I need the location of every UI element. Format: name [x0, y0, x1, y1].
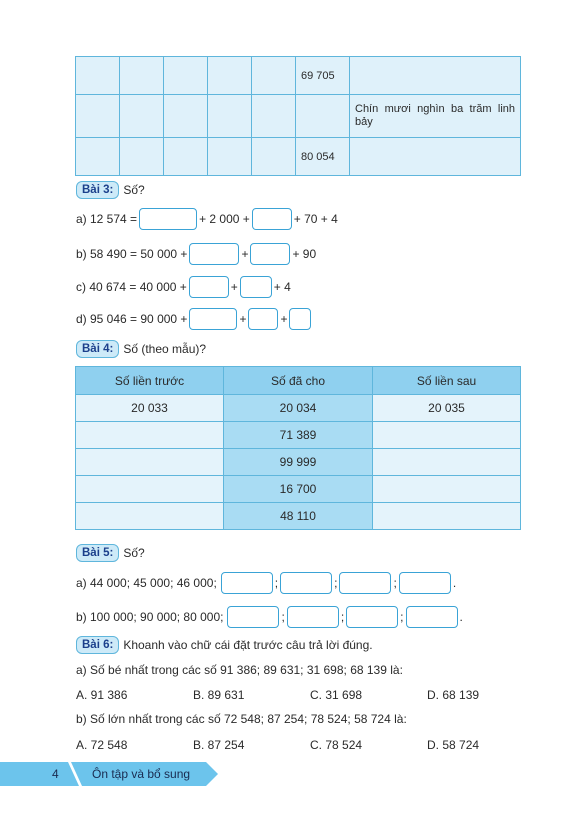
- equation-part: +: [280, 312, 288, 326]
- blank-cell[interactable]: [208, 138, 252, 176]
- column-header: Số liền sau: [373, 367, 521, 395]
- equation-lhs: b) 58 490 = 50 000 +: [76, 247, 188, 261]
- blank-cell[interactable]: [208, 95, 252, 138]
- exercise-3d: [76, 308, 313, 330]
- sequence-start: a) 44 000; 45 000; 46 000;: [76, 576, 217, 590]
- table-row: [76, 95, 521, 138]
- blank-cell[interactable]: [164, 57, 208, 95]
- exercise-5b: [76, 606, 463, 628]
- number-writing-table: [75, 56, 521, 176]
- exercise-5-heading: [76, 544, 145, 562]
- words-cell: Chín mươi nghìn ba trăm linh bảy: [350, 95, 521, 138]
- answer-box[interactable]: [250, 243, 290, 265]
- blank-cell[interactable]: [120, 138, 164, 176]
- table-cell: 20 034: [224, 395, 373, 422]
- table-row: [76, 57, 521, 95]
- exercise-3c: [76, 276, 291, 298]
- blank-cell[interactable]: [208, 57, 252, 95]
- exercise-3a: [76, 208, 338, 230]
- blank-cell[interactable]: [252, 138, 296, 176]
- table-cell[interactable]: [76, 503, 224, 530]
- blank-cell[interactable]: [76, 138, 120, 176]
- choice-a[interactable]: A. 72 548: [76, 738, 128, 752]
- blank-cell[interactable]: [120, 95, 164, 138]
- equation-lhs: a) 12 574 =: [76, 212, 138, 226]
- answer-box[interactable]: [221, 572, 273, 594]
- exercise-6b-choices: [76, 738, 544, 752]
- chapter-title: Ôn tập và bổ sung: [92, 767, 191, 781]
- answer-box[interactable]: [346, 606, 398, 628]
- equation-part: + 90: [292, 247, 317, 261]
- equation-lhs: d) 95 046 = 90 000 +: [76, 312, 188, 326]
- blank-cell[interactable]: [76, 95, 120, 138]
- column-header: Số liền trước: [76, 367, 224, 395]
- blank-cell[interactable]: [76, 57, 120, 95]
- exercise-6-prompt: Khoanh vào chữ cái đặt trước câu trả lời đúng.: [123, 638, 373, 652]
- answer-box[interactable]: [189, 276, 229, 298]
- answer-box[interactable]: [240, 276, 272, 298]
- exercise-6b-question: b) Số lớn nhất trong các số 72 548; 87 254; 78 524; 58 724 là:: [76, 712, 407, 726]
- page-footer: [0, 762, 230, 786]
- table-header-row: [76, 367, 521, 395]
- table-cell[interactable]: [373, 422, 521, 449]
- table-cell[interactable]: [373, 503, 521, 530]
- blank-cell[interactable]: [252, 95, 296, 138]
- table-cell: 99 999: [224, 449, 373, 476]
- separator: ;: [400, 610, 404, 624]
- answer-box[interactable]: [252, 208, 292, 230]
- equation-part: + 70 + 4: [293, 212, 338, 226]
- words-cell[interactable]: [350, 138, 521, 176]
- exercise-6a-choices: [76, 688, 544, 702]
- exercise-6-heading: [76, 636, 373, 654]
- equation-part: + 4: [273, 280, 291, 294]
- answer-box[interactable]: [289, 308, 311, 330]
- choice-c[interactable]: C. 78 524: [310, 738, 363, 752]
- answer-box[interactable]: [399, 572, 451, 594]
- equation-lhs: c) 40 674 = 40 000 +: [76, 280, 187, 294]
- table-row: [76, 476, 521, 503]
- answer-box[interactable]: [139, 208, 197, 230]
- answer-box[interactable]: [287, 606, 339, 628]
- exercise-3-tag: Bài 3:: [76, 181, 119, 199]
- choice-d[interactable]: D. 68 139: [427, 688, 480, 702]
- exercise-5-prompt: Số?: [123, 546, 145, 560]
- answer-box[interactable]: [280, 572, 332, 594]
- exercise-4-tag: Bài 4:: [76, 340, 119, 358]
- exercise-5a: [76, 572, 456, 594]
- blank-cell[interactable]: [252, 57, 296, 95]
- number-cell: 69 705: [296, 57, 350, 95]
- separator: ;: [340, 610, 345, 624]
- choice-b[interactable]: B. 87 254: [193, 738, 245, 752]
- table-cell: 20 033: [76, 395, 224, 422]
- choice-a[interactable]: A. 91 386: [76, 688, 128, 702]
- choice-d[interactable]: D. 58 724: [427, 738, 480, 752]
- exercise-3-heading: [76, 181, 145, 199]
- number-cell: 80 054: [296, 138, 350, 176]
- separator: ;: [334, 576, 338, 590]
- table-cell: 16 700: [224, 476, 373, 503]
- answer-box[interactable]: [227, 606, 279, 628]
- table-cell: 48 110: [224, 503, 373, 530]
- equation-part: +: [230, 280, 238, 294]
- number-cell[interactable]: [296, 95, 350, 138]
- answer-box[interactable]: [248, 308, 278, 330]
- choice-c[interactable]: C. 31 698: [310, 688, 363, 702]
- table-row: [76, 138, 521, 176]
- choice-b[interactable]: B. 89 631: [193, 688, 245, 702]
- exercise-4-prompt: Số (theo mẫu)?: [123, 342, 207, 356]
- separator: ;: [281, 610, 285, 624]
- equation-part: + 2 000 +: [199, 212, 250, 226]
- page-number: 4: [52, 767, 59, 781]
- separator: ;: [393, 576, 397, 590]
- table-cell[interactable]: [76, 476, 224, 503]
- table-cell: 71 389: [224, 422, 373, 449]
- exercise-4-heading: [76, 340, 206, 358]
- table-cell[interactable]: [76, 449, 224, 476]
- table-row: [76, 449, 521, 476]
- equation-part: +: [241, 247, 249, 261]
- column-header: Số đã cho: [224, 367, 373, 395]
- exercise-6a-question: a) Số bé nhất trong các số 91 386; 89 631; 31 698; 68 139 là:: [76, 663, 403, 677]
- table-row: [76, 503, 521, 530]
- exercise-5-tag: Bài 5:: [76, 544, 119, 562]
- words-cell[interactable]: [350, 57, 521, 95]
- exercise-6-tag: Bài 6:: [76, 636, 119, 654]
- table-cell[interactable]: [373, 476, 521, 503]
- successor-table: [75, 366, 521, 530]
- answer-box[interactable]: [189, 308, 237, 330]
- table-row: [76, 422, 521, 449]
- end-mark: .: [452, 576, 457, 590]
- table-cell[interactable]: [373, 449, 521, 476]
- equation-part: +: [239, 312, 247, 326]
- table-cell[interactable]: [76, 422, 224, 449]
- blank-cell[interactable]: [164, 95, 208, 138]
- sequence-start: b) 100 000; 90 000; 80 000;: [76, 610, 224, 624]
- answer-box[interactable]: [406, 606, 458, 628]
- exercise-3-prompt: Số?: [123, 183, 145, 197]
- exercise-3b: [76, 243, 316, 265]
- answer-box[interactable]: [189, 243, 239, 265]
- blank-cell[interactable]: [164, 138, 208, 176]
- answer-box[interactable]: [339, 572, 391, 594]
- end-mark: .: [459, 610, 463, 624]
- table-row: [76, 395, 521, 422]
- separator: ;: [274, 576, 279, 590]
- blank-cell[interactable]: [120, 57, 164, 95]
- table-cell: 20 035: [373, 395, 521, 422]
